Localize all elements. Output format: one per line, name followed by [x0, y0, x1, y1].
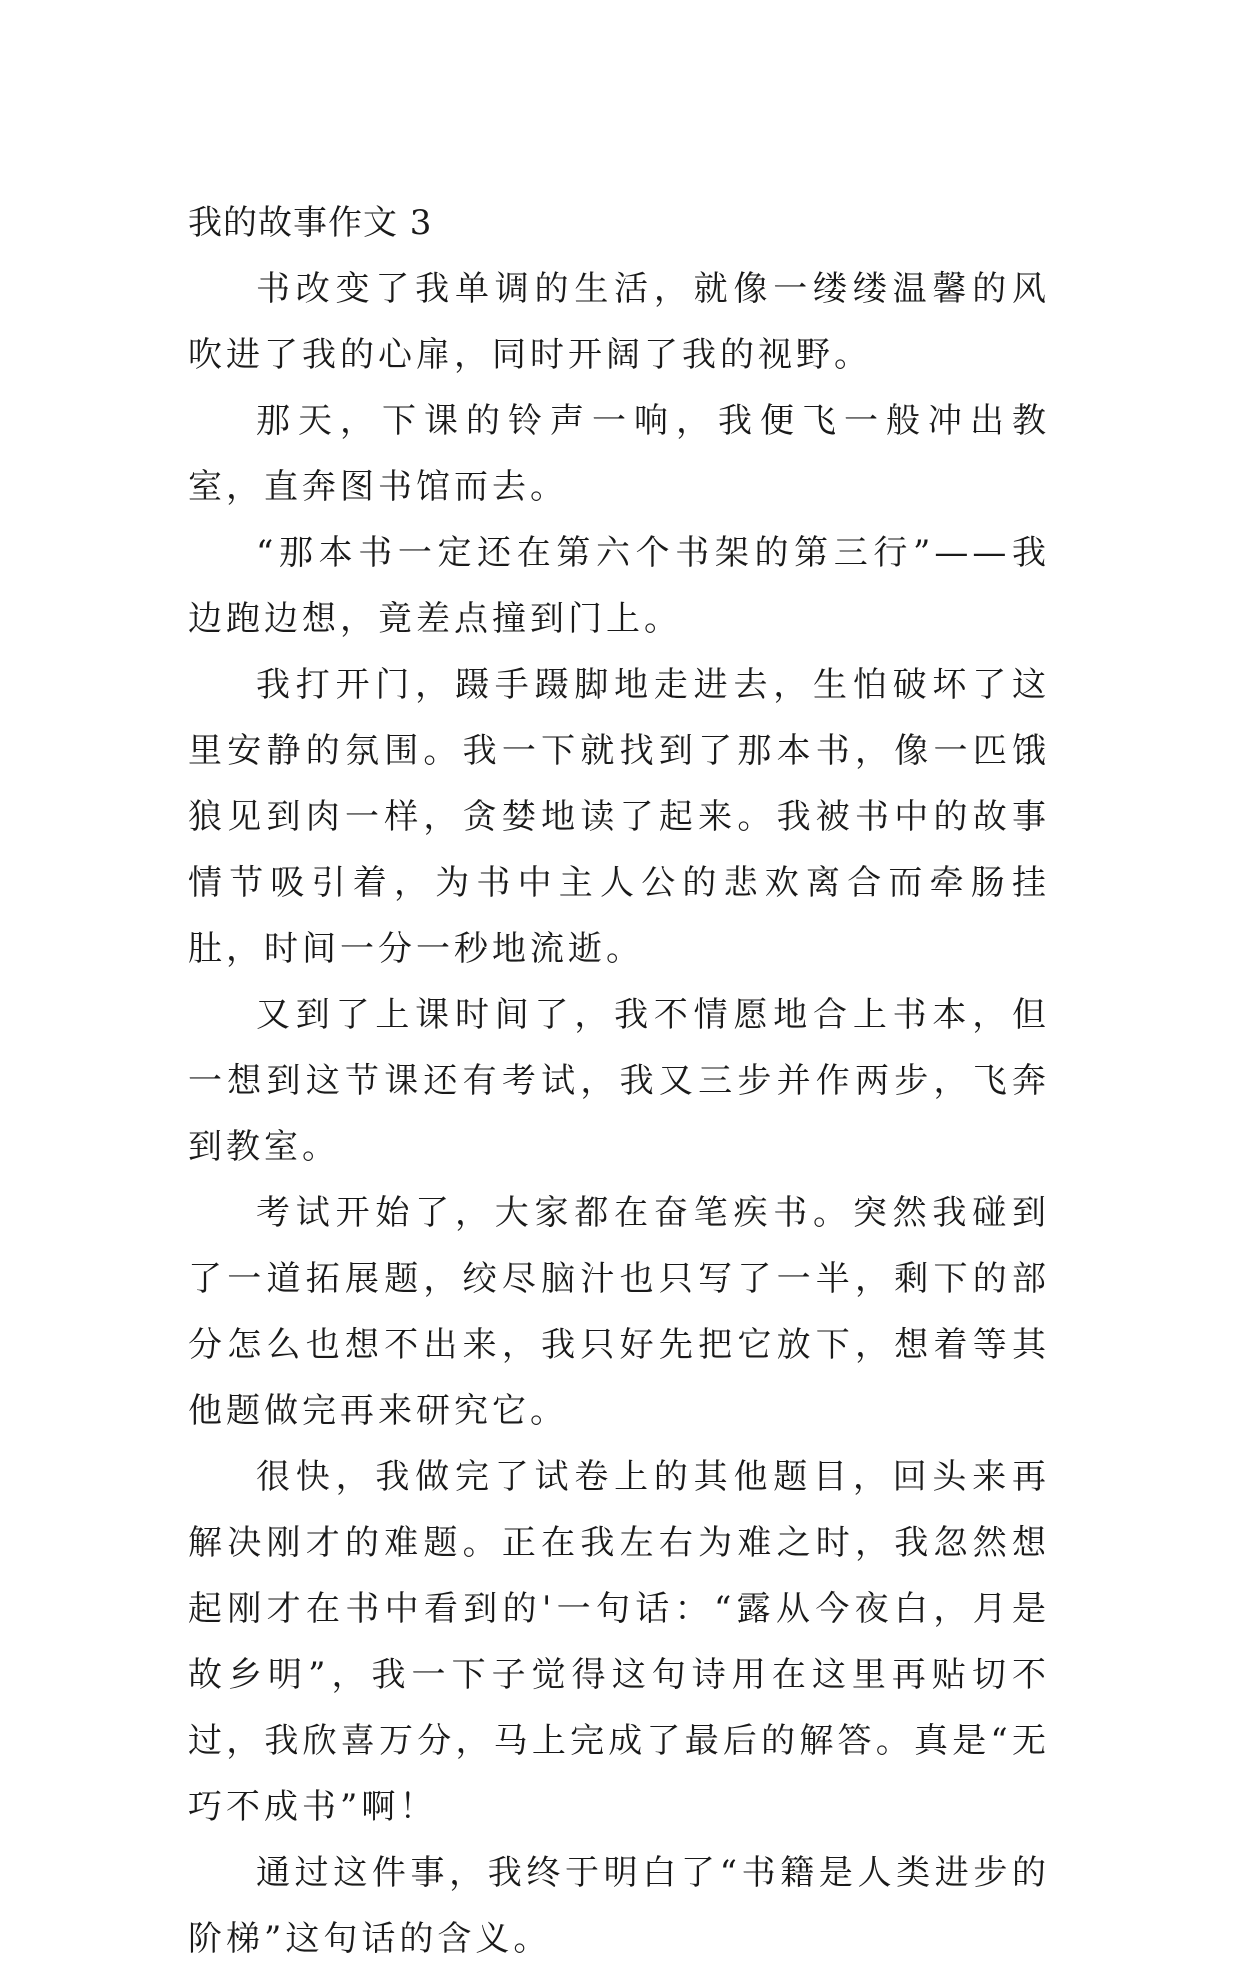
paragraph-6: 考试开始了，大家都在奋笔疾书。突然我碰到了一道拓展题，绞尽脑汁也只写了一半，剩下的部分怎么也想不出来，我只好先把它放下，想着等其他题做完再来研究它。 [188, 1193, 1050, 1431]
paragraph-5: 又到了上课时间了，我不情愿地合上书本，但一想到这节课还有考试，我又三步并作两步，飞奔到教室。 [188, 995, 1050, 1167]
paragraph-4: 我打开门，蹑手蹑脚地走进去，生怕破坏了这里安静的氛围。我一下就找到了那本书，像一匹饿狼见到肉一样，贪婪地读了起来。我被书中的故事情节吸引着，为书中主人公的悲欢离合而牵肠挂肚，时间一分一秒地流逝。 [188, 665, 1050, 969]
document-title: 我的故事作文 3 [188, 203, 433, 243]
paragraph-3: “那本书一定还在第六个书架的第三行”——我边跑边想，竟差点撞到门上。 [188, 533, 1050, 639]
paragraph-1: 书改变了我单调的生活，就像一缕缕温馨的风吹进了我的心扉，同时开阔了我的视野。 [188, 269, 1050, 375]
paragraph-7: 很快，我做完了试卷上的其他题目，回头来再解决刚才的难题。正在我左右为难之时，我忽然想起刚才在书中看到的'一句话：“露从今夜白，月是故乡明”，我一下子觉得这句诗用在这里再贴切不过，我欣喜万分，马上完成了最后的解答。真是“无巧不成书”啊！ [188, 1457, 1050, 1827]
paragraph-8: 通过这件事，我终于明白了“书籍是人类进步的阶梯”这句话的含义。 [188, 1853, 1050, 1959]
paragraph-2: 那天，下课的铃声一响，我便飞一般冲出教室，直奔图书馆而去。 [188, 401, 1050, 507]
document-page [188, 190, 1050, 1972]
